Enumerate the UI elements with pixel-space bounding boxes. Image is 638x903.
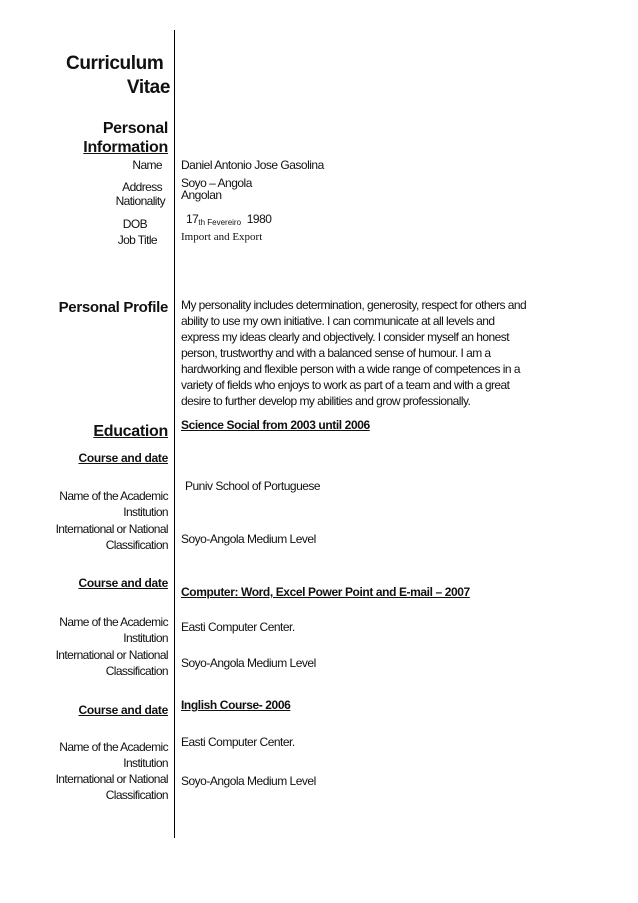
institution-label-line-1: Name of the Academic: [59, 615, 168, 629]
nationality-label: Nationality: [115, 194, 165, 208]
personal-info-heading: [83, 119, 168, 157]
education-heading: Education: [93, 423, 168, 440]
profile-line: person, trustworthy and with a balanced sense of humour. I am a: [181, 346, 491, 360]
profile-line: ability to use my own initiative. I can communicate at all levels and: [181, 314, 495, 328]
address-label: Address: [122, 180, 162, 194]
job-title-value: Import and Export: [181, 231, 263, 243]
course-1: Science Social from 2003 until 2006: [181, 418, 370, 432]
title-line-2: Vitae: [126, 77, 170, 98]
address-value: Soyo – Angola: [181, 176, 252, 190]
profile-line: My personality includes determination, generosity, respect for others and: [181, 298, 527, 312]
profile-text: [181, 297, 533, 409]
classification-2: Soyo-Angola Medium Level: [181, 656, 316, 670]
institution-2: Easti Computer Center.: [181, 620, 295, 634]
job-title-label: Job Title: [117, 233, 157, 247]
classification-label-1: [56, 521, 168, 553]
institution-label-1: [59, 488, 168, 520]
title-line-1: Curriculum: [66, 53, 164, 74]
classification-label-line-1: International or National: [55, 772, 168, 786]
institution-1: Puniv School of Portuguese: [185, 479, 321, 493]
profile-heading: Personal Profile: [58, 299, 168, 316]
personal-info-heading-line-1: Personal: [102, 120, 168, 137]
personal-info-heading-line-2: Information: [83, 139, 168, 156]
dob-label: DOB: [122, 217, 147, 231]
institution-label-2: [59, 614, 168, 646]
institution-label-line-1: Name of the Academic: [59, 740, 168, 754]
classification-label-2: [56, 647, 168, 679]
course-date-label-1: Course and date: [78, 451, 168, 465]
course-3: Inglish Course- 2006: [181, 698, 291, 712]
classification-label-line-2: Classification: [105, 538, 168, 552]
institution-3: Easti Computer Center.: [181, 735, 295, 749]
institution-label-3: [59, 739, 168, 771]
classification-label-line-1: International or National: [55, 522, 168, 536]
dob-year: 1980: [246, 212, 272, 226]
dob-value: [186, 212, 271, 230]
classification-label-3: [56, 771, 168, 803]
document-title: [66, 52, 170, 100]
classification-label-line-2: Classification: [105, 788, 168, 802]
institution-label-line-2: Institution: [123, 631, 168, 645]
classification-label-line-1: International or National: [55, 648, 168, 662]
course-date-label-2: Course and date: [78, 576, 168, 590]
course-date-label-3: Course and date: [78, 703, 168, 717]
nationality-value: Angolan: [181, 188, 222, 202]
name-label: Name: [132, 158, 162, 172]
name-value: Daniel Antonio Jose Gasolina: [181, 158, 324, 172]
profile-line: variety of fields who enjoys to work as part of a team and with a great: [181, 378, 510, 392]
profile-line: desire to further develop my abilities and grow professionally.: [181, 394, 471, 408]
classification-3: Soyo-Angola Medium Level: [181, 774, 316, 788]
dob-month: th Fevereiro: [198, 218, 242, 227]
course-2: Computer: Word, Excel Power Point and E-mail – 2007: [181, 585, 470, 599]
profile-line: express my ideas clearly and objectively. I consider myself an honest: [181, 330, 509, 344]
institution-label-line-1: Name of the Academic: [59, 489, 168, 503]
institution-label-line-2: Institution: [123, 505, 168, 519]
classification-1: Soyo-Angola Medium Level: [181, 532, 316, 546]
column-divider: [174, 30, 175, 838]
classification-label-line-2: Classification: [105, 664, 168, 678]
institution-label-line-2: Institution: [123, 756, 168, 770]
profile-line: hardworking and flexible person with a wide range of competences in a: [181, 362, 520, 376]
dob-day: 17: [186, 212, 199, 226]
